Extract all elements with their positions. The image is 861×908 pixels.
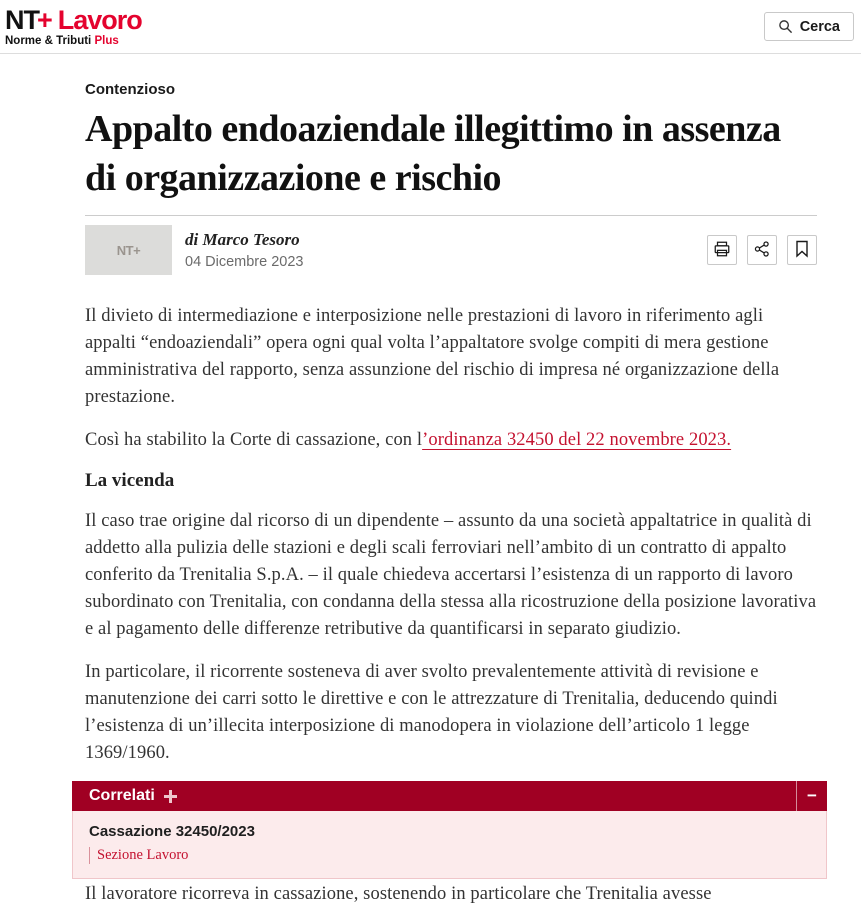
related-item-title[interactable]: Cassazione 32450/2023 (89, 823, 255, 841)
correlati-panel (72, 781, 827, 879)
paragraph: Il caso trae origine dal ricorso di un dipendente – assunto da una società appaltatrice in qualità di addetto alla pulizia delle stazioni e degli scali ferroviari nell’ambito di un contratto di appalto conferito da Trenitalia S.p.A. – il quale chiedeva accertarsi l’esistenza di un rapporto di lavoro subordinato con Trenitalia, con condanna della stessa alla ricostruzione della posizione lavorativa e al pagamento delle differenze retributive da quantificarsi in separato giudizio. (85, 511, 817, 640)
print-icon (713, 240, 731, 261)
share-button[interactable] (747, 235, 777, 265)
publish-date: 04 Dicembre 2023 (185, 254, 304, 271)
article-body-continued (85, 881, 817, 908)
paragraph (85, 427, 817, 454)
paragraph: In particolare, il ricorrente sosteneva di aver svolto prevalentemente attività di revisione e manutenzione dei carri sotto le direttive e con le attrezzature di Trenitalia, deducendo quindi l’esistenza di un’illecita interposizione di manodopera in violazione dell’articolo 1 legge 1369/1960. (85, 662, 778, 764)
correlati-body (72, 811, 827, 879)
article-actions (707, 235, 817, 265)
logo-section-name: Lavoro (57, 5, 142, 36)
logo-nt: NT (5, 5, 39, 36)
correlati-collapse-button[interactable]: − (796, 781, 827, 811)
byline-row (85, 225, 817, 275)
search-button-label: Cerca (799, 18, 840, 35)
paragraph: Il divieto di intermediazione e interposizione nelle prestazioni di lavoro in riferimento agli appalti “endoaziendali” opera ogni qual volta l’appaltatore svolge compiti di mera gestione amministrativa del rapporto, senza assunzione del rischio di impresa né organizzazione della prestazione. (85, 306, 780, 408)
logo-tagline (5, 36, 142, 48)
author-name: di Marco Tesoro (185, 230, 300, 250)
byline-text (185, 230, 707, 270)
article-main (85, 81, 817, 908)
logo-wordmark (5, 7, 142, 34)
article-title: Appalto endoaziendale illegittimo in assenza di organizzazione e rischio (85, 108, 781, 199)
logo-tagline-text: Norme & Tributi (5, 35, 92, 48)
section-subheading: La vicenda (85, 470, 175, 492)
article-body (85, 303, 817, 767)
logo-tagline-plus: Plus (94, 35, 119, 48)
share-icon (753, 240, 771, 261)
print-button[interactable] (707, 235, 737, 265)
paragraph-text: Così ha stabilito la Corte di cassazione, con l (85, 430, 423, 451)
correlati-plus-icon (164, 790, 177, 803)
search-button[interactable] (764, 12, 854, 41)
bookmark-icon (794, 240, 810, 261)
correlati-title: Correlati (89, 787, 155, 805)
logo-plus: + (37, 5, 52, 36)
avatar-watermark: NT+ (116, 242, 141, 258)
site-header (0, 0, 861, 54)
related-item-section[interactable]: Sezione Lavoro (89, 847, 810, 864)
category-label[interactable]: Contenzioso (85, 81, 175, 98)
byline-divider (85, 215, 817, 216)
bookmark-button[interactable] (787, 235, 817, 265)
author-avatar (85, 225, 172, 275)
ordinanza-link[interactable]: ’ordinanza 32450 del 22 novembre 2023. (422, 430, 732, 451)
site-logo[interactable] (5, 5, 142, 48)
correlati-header (72, 781, 827, 811)
paragraph-clipped: Il lavoratore ricorreva in cassazione, sostenendo in particolare che Trenitalia avesse (85, 884, 712, 905)
search-icon (778, 19, 793, 34)
